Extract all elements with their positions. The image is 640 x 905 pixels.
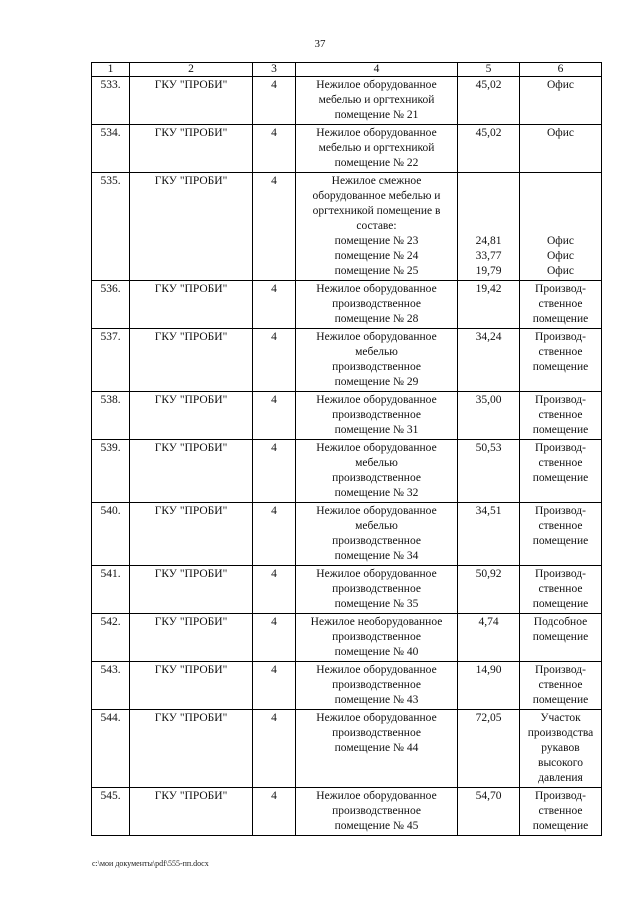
usage-cell-line: Офис (546, 235, 574, 247)
description-cell-line: Нежилое оборудованное (316, 394, 437, 406)
header-col-3: 3 (253, 63, 296, 77)
floor-cell: 4 (253, 503, 296, 566)
organization-cell: ГКУ "ПРОБИ" (130, 440, 253, 503)
row-number: 543. (92, 662, 130, 710)
floor-cell: 4 (253, 77, 296, 125)
header-col-2: 2 (130, 63, 253, 77)
row-number: 545. (92, 788, 130, 836)
description-cell-line: помещение № 23 (334, 235, 419, 247)
table-row (92, 710, 602, 788)
area-cell (458, 77, 520, 125)
usage-cell-line: давления (538, 772, 583, 784)
area-cell (458, 440, 520, 503)
description-cell-line: производственное (332, 805, 421, 817)
area-cell (458, 173, 520, 281)
organization-cell: ГКУ "ПРОБИ" (130, 503, 253, 566)
area-cell-line: 34,24 (475, 331, 502, 343)
description-cell-line: помещение № 40 (334, 646, 419, 658)
row-number: 538. (92, 392, 130, 440)
description-cell-line: помещение № 25 (334, 265, 419, 277)
row-number: 539. (92, 440, 130, 503)
description-cell-line: Нежилое оборудованное (316, 283, 437, 295)
floor-cell: 4 (253, 710, 296, 788)
row-number: 542. (92, 614, 130, 662)
area-cell-line: 45,02 (475, 127, 502, 139)
table-row (92, 566, 602, 614)
description-cell-line: производственное (332, 631, 421, 643)
row-number: 537. (92, 329, 130, 392)
usage-cell (520, 566, 602, 614)
description-cell-line: оргтехникой помещение в (312, 205, 441, 217)
description-cell-line: помещение № 28 (334, 313, 419, 325)
description-cell-line: помещение № 21 (334, 109, 419, 121)
organization-cell: ГКУ "ПРОБИ" (130, 566, 253, 614)
floor-cell: 4 (253, 125, 296, 173)
usage-cell-line: ственное (538, 679, 583, 691)
usage-cell-line: ственное (538, 805, 583, 817)
description-cell-line: Нежилое оборудованное (316, 331, 437, 343)
table-row (92, 440, 602, 503)
usage-cell-line: помещение (532, 424, 589, 436)
organization-cell: ГКУ "ПРОБИ" (130, 392, 253, 440)
usage-cell-line: Офис (546, 265, 574, 277)
area-cell-line: 72,05 (475, 712, 502, 724)
area-cell-line: 54,70 (475, 790, 502, 802)
organization-cell: ГКУ "ПРОБИ" (130, 173, 253, 281)
table-row (92, 329, 602, 392)
table-row (92, 173, 602, 281)
table-row (92, 77, 602, 125)
usage-cell-line: помещение (532, 820, 589, 832)
area-cell-line: 14,90 (475, 664, 502, 676)
area-cell (458, 329, 520, 392)
usage-cell (520, 173, 602, 281)
usage-cell (520, 440, 602, 503)
usage-cell-line: Производ- (535, 790, 586, 802)
organization-cell: ГКУ "ПРОБИ" (130, 710, 253, 788)
area-cell-line: 50,53 (475, 442, 502, 454)
row-number: 536. (92, 281, 130, 329)
description-cell-line: мебелью и оргтехникой (318, 94, 435, 106)
area-cell (458, 281, 520, 329)
description-cell-line: производственное (332, 583, 421, 595)
property-table (91, 62, 602, 836)
row-number: 535. (92, 173, 130, 281)
description-cell-line: производственное (332, 409, 421, 421)
usage-cell-line: помещение (532, 361, 589, 373)
usage-cell-line: ственное (538, 346, 583, 358)
usage-cell-line: помещение (532, 472, 589, 484)
description-cell-line: помещение № 31 (334, 424, 419, 436)
area-cell-line: 24,81 (475, 235, 502, 247)
description-cell (296, 788, 458, 836)
table-row (92, 281, 602, 329)
area-cell (458, 566, 520, 614)
description-cell-line: помещение № 43 (334, 694, 419, 706)
page-number: 37 (314, 38, 326, 50)
usage-cell-line: Производ- (535, 505, 586, 517)
usage-cell (520, 788, 602, 836)
description-cell-line: Нежилое оборудованное (316, 568, 437, 580)
area-cell-line: 4,74 (478, 616, 499, 628)
description-cell (296, 77, 458, 125)
description-cell (296, 173, 458, 281)
description-cell-line: Нежилое необорудованное (310, 616, 443, 628)
table-row (92, 503, 602, 566)
description-cell-line: помещение № 45 (334, 820, 419, 832)
usage-cell-line: ственное (538, 583, 583, 595)
area-cell-line: 19,42 (475, 283, 502, 295)
table-row (92, 662, 602, 710)
description-cell-line: Нежилое оборудованное (316, 712, 437, 724)
area-cell-line: 45,02 (475, 79, 502, 91)
description-cell-line: помещение № 35 (334, 598, 419, 610)
organization-cell: ГКУ "ПРОБИ" (130, 614, 253, 662)
description-cell-line: производственное (332, 472, 421, 484)
description-cell-line: производственное (332, 361, 421, 373)
floor-cell: 4 (253, 788, 296, 836)
floor-cell: 4 (253, 392, 296, 440)
area-cell (458, 614, 520, 662)
description-cell (296, 125, 458, 173)
row-number: 533. (92, 77, 130, 125)
header-col-1: 1 (92, 63, 130, 77)
usage-cell-line: высокого (538, 757, 583, 769)
area-cell (458, 392, 520, 440)
description-cell-line: помещение № 32 (334, 487, 419, 499)
usage-cell-line: Офис (546, 79, 574, 91)
description-cell-line: производственное (332, 679, 421, 691)
area-cell (458, 710, 520, 788)
table-row (92, 788, 602, 836)
usage-cell-line: производства (527, 727, 594, 739)
description-cell (296, 329, 458, 392)
organization-cell: ГКУ "ПРОБИ" (130, 329, 253, 392)
usage-cell-line: рукавов (541, 742, 580, 754)
description-cell (296, 566, 458, 614)
floor-cell: 4 (253, 614, 296, 662)
row-number: 540. (92, 503, 130, 566)
area-cell-line: 34,51 (475, 505, 502, 517)
description-cell (296, 281, 458, 329)
description-cell-line: Нежилое смежное (331, 175, 422, 187)
usage-cell-line: Производ- (535, 442, 586, 454)
usage-cell (520, 329, 602, 392)
organization-cell: ГКУ "ПРОБИ" (130, 125, 253, 173)
usage-cell-line: ственное (538, 409, 583, 421)
table-row (92, 125, 602, 173)
description-cell-line: Нежилое оборудованное (316, 127, 437, 139)
description-cell-line: мебелью (355, 457, 398, 469)
usage-cell-line: помещение (532, 598, 589, 610)
area-cell-line: 19,79 (475, 265, 502, 277)
floor-cell: 4 (253, 566, 296, 614)
usage-cell (520, 710, 602, 788)
description-cell-line: производственное (332, 535, 421, 547)
floor-cell: 4 (253, 281, 296, 329)
description-cell-line: производственное (332, 298, 421, 310)
area-cell-line: 35,00 (475, 394, 502, 406)
usage-cell-line: Производ- (535, 394, 586, 406)
area-cell (458, 503, 520, 566)
usage-cell-line: Офис (546, 250, 574, 262)
usage-cell-line: Офис (546, 127, 574, 139)
row-number: 544. (92, 710, 130, 788)
usage-cell-line: Производ- (535, 664, 586, 676)
description-cell-line: Нежилое оборудованное (316, 505, 437, 517)
usage-cell-line: Производ- (535, 568, 586, 580)
usage-cell (520, 392, 602, 440)
organization-cell: ГКУ "ПРОБИ" (130, 77, 253, 125)
description-cell (296, 503, 458, 566)
usage-cell-line: ственное (538, 520, 583, 532)
description-cell-line: мебелью (355, 520, 398, 532)
header-row (92, 63, 602, 77)
organization-cell: ГКУ "ПРОБИ" (130, 662, 253, 710)
description-cell-line: помещение № 29 (334, 376, 419, 388)
usage-cell-line: помещение (532, 631, 589, 643)
usage-cell-line: Подсобное (533, 616, 588, 628)
floor-cell: 4 (253, 440, 296, 503)
description-cell-line: Нежилое оборудованное (316, 664, 437, 676)
header-col-6: 6 (520, 63, 602, 77)
usage-cell-line: помещение (532, 313, 589, 325)
table-body (92, 77, 602, 836)
description-cell-line: Нежилое оборудованное (316, 79, 437, 91)
usage-cell-line: ственное (538, 457, 583, 469)
organization-cell: ГКУ "ПРОБИ" (130, 281, 253, 329)
usage-cell-line: Производ- (535, 283, 586, 295)
floor-cell: 4 (253, 662, 296, 710)
description-cell (296, 440, 458, 503)
description-cell-line: составе: (356, 220, 397, 232)
floor-cell: 4 (253, 329, 296, 392)
description-cell-line: помещение № 24 (334, 250, 419, 262)
usage-cell (520, 614, 602, 662)
description-cell-line: Нежилое оборудованное (316, 442, 437, 454)
description-cell (296, 614, 458, 662)
description-cell (296, 392, 458, 440)
organization-cell: ГКУ "ПРОБИ" (130, 788, 253, 836)
description-cell (296, 662, 458, 710)
usage-cell (520, 503, 602, 566)
usage-cell (520, 662, 602, 710)
usage-cell (520, 281, 602, 329)
description-cell-line: производственное (332, 727, 421, 739)
area-cell-line: 33,77 (475, 250, 502, 262)
floor-cell: 4 (253, 173, 296, 281)
file-path-footer: c:\мои документы\pdf\555-пп.docx (92, 859, 209, 868)
usage-cell (520, 125, 602, 173)
area-cell-line: 50,92 (475, 568, 502, 580)
usage-cell-line: Производ- (535, 331, 586, 343)
usage-cell-line: ственное (538, 298, 583, 310)
description-cell-line: мебелью (355, 346, 398, 358)
area-cell (458, 788, 520, 836)
description-cell-line: помещение № 44 (334, 742, 419, 754)
table-row (92, 392, 602, 440)
description-cell-line: Нежилое оборудованное (316, 790, 437, 802)
usage-cell-line: Участок (540, 712, 581, 724)
row-number: 534. (92, 125, 130, 173)
description-cell-line: мебелью и оргтехникой (318, 142, 435, 154)
usage-cell (520, 77, 602, 125)
area-cell (458, 125, 520, 173)
header-col-5: 5 (458, 63, 520, 77)
description-cell-line: помещение № 34 (334, 550, 419, 562)
row-number: 541. (92, 566, 130, 614)
area-cell (458, 662, 520, 710)
header-col-4: 4 (296, 63, 458, 77)
usage-cell-line: помещение (532, 694, 589, 706)
table-row (92, 614, 602, 662)
description-cell-line: оборудованное мебелью и (312, 190, 441, 202)
usage-cell-line: помещение (532, 535, 589, 547)
description-cell-line: помещение № 22 (334, 157, 419, 169)
description-cell (296, 710, 458, 788)
